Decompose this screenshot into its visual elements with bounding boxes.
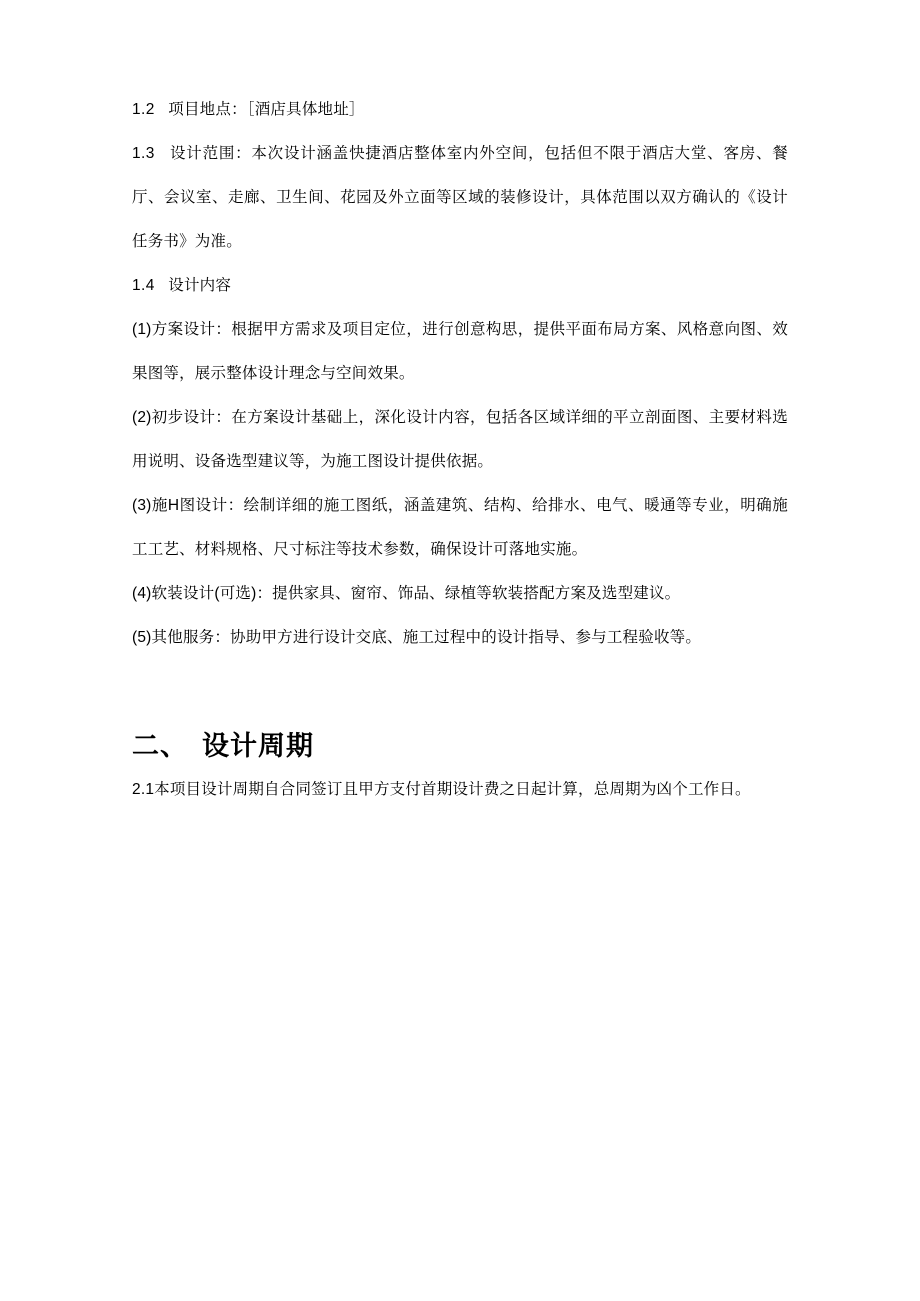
clause-1-4-text: 设计内容 — [168, 277, 232, 294]
clause-1-2-number: 1.2 — [132, 101, 155, 118]
clause-1-3 — [132, 132, 788, 264]
list-item: (4)软装设计(可选)：提供家具、窗帘、饰品、绿植等软装搭配方案及选型建议。 — [132, 585, 681, 602]
section-number: 二、 — [132, 731, 188, 761]
clause-1-3-text: 设计范围：本次设计涵盖快捷酒店整体室内外空间，包括但不限于酒店大堂、客房、餐厅、会议室、走廊、卫生间、花园及外立面等区域的装修设计，具体范围以双方确认的《设计任务书》为准。 — [132, 145, 788, 250]
list-item: (5)其他服务：协助甲方进行设计交底、施工过程中的设计指导、参与工程验收等。 — [132, 629, 702, 646]
list-item: (2)初步设计：在方案设计基础上，深化设计内容，包括各区域详细的平立剖面图、主要材料选用说明、设备选型建议等，为施工图设计提供依据。 — [132, 409, 788, 470]
clause-1-2 — [132, 88, 788, 132]
clause-1-4-number: 1.4 — [132, 277, 155, 294]
section-paragraph: 2.1本项目设计周期自合同签订且甲方支付首期设计费之日起计算，总周期为凶个工作日。 — [132, 781, 751, 798]
list-item: (3)施H图设计：绘制详细的施工图纸，涵盖建筑、结构、给排水、电气、暖通等专业，明确施工工艺、材料规格、尺寸标注等技术参数，确保设计可落地实施。 — [132, 497, 788, 558]
document-body — [132, 88, 788, 812]
section-title: 设计周期 — [202, 731, 314, 761]
clause-1-3-number: 1.3 — [132, 145, 155, 162]
clause-1-2-text: 项目地点：［酒店具体地址］ — [168, 101, 365, 118]
list-item: (1)方案设计：根据甲方需求及项目定位，进行创意构思，提供平面布局方案、风格意向图、效果图等，展示整体设计理念与空间效果。 — [132, 321, 788, 382]
section-heading — [132, 724, 788, 768]
clause-1-4 — [132, 264, 788, 308]
